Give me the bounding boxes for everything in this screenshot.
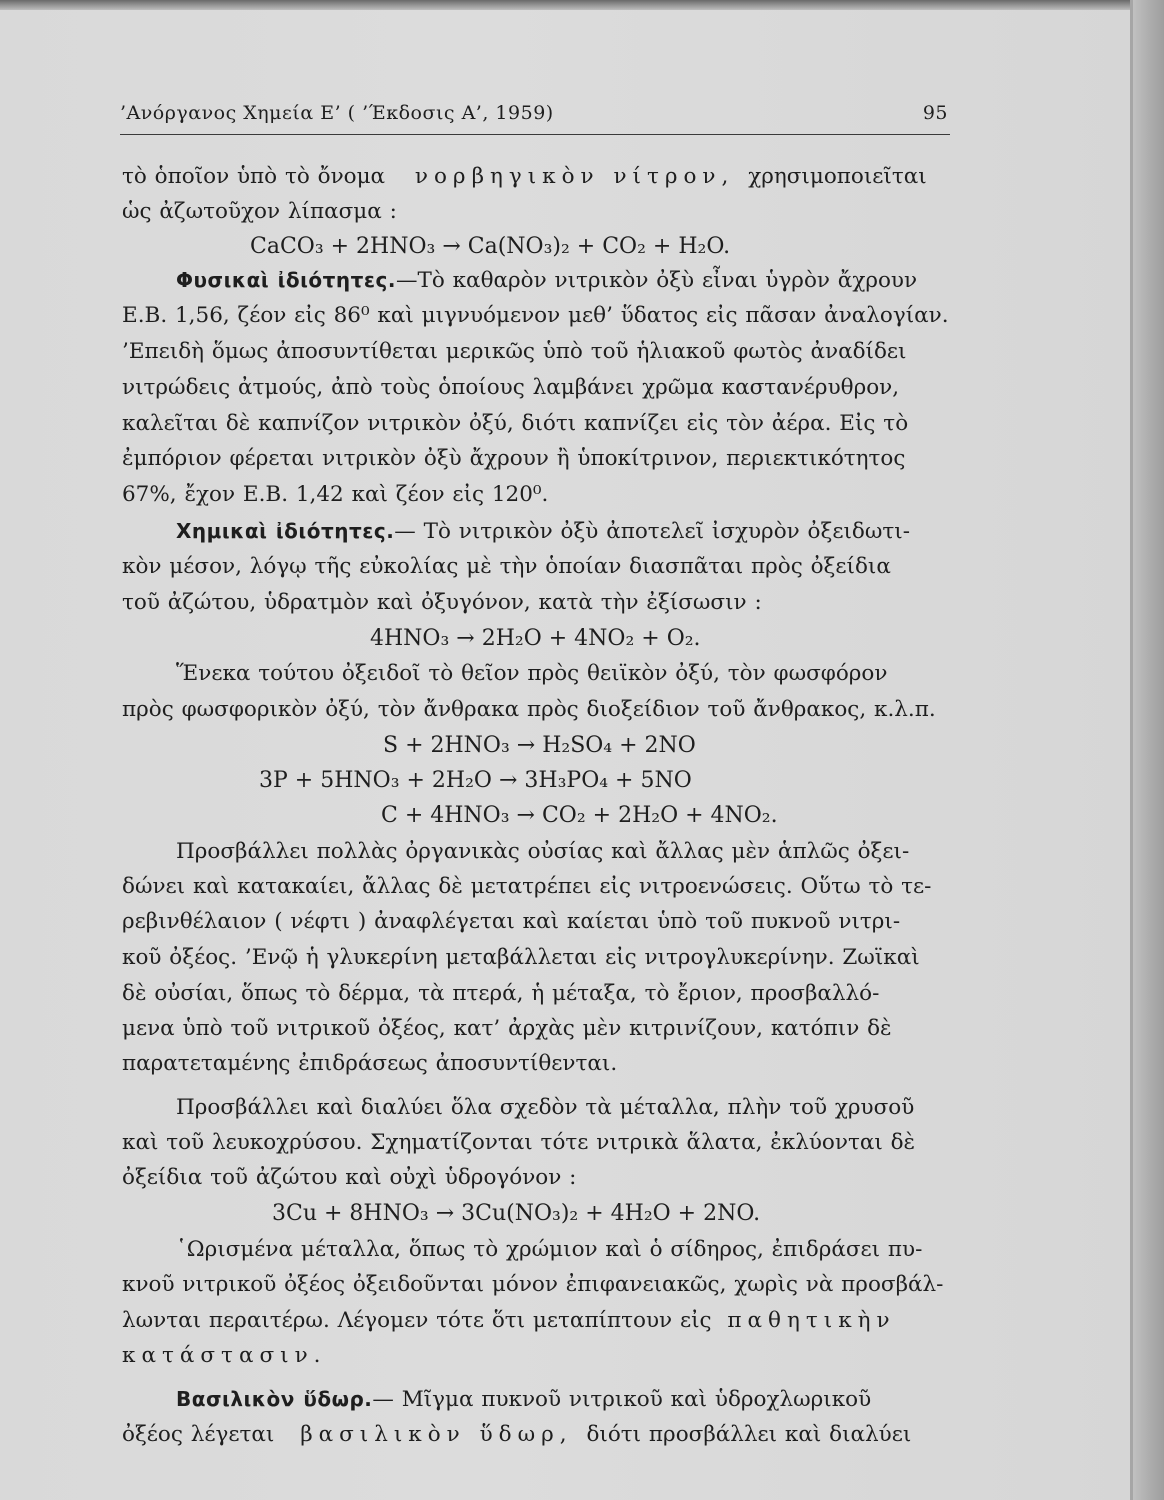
header-title: ’Ανόργανος Χημεία Ε’ ( ’Έκδοσις Α’, 1959): [120, 102, 554, 124]
paragraph-line: [176, 516, 954, 547]
text-line: ρεβινθέλαιον ( νέφτι ) ἀναφλέγεται καὶ καίεται ὑπὸ τοῦ πυκνοῦ νιτρι-: [122, 909, 901, 934]
paragraph-line: Προσβάλλει καὶ διαλύει ὅλα σχεδὸν τὰ μέταλλα, πλὴν τοῦ χρυσοῦ: [176, 1095, 915, 1120]
spaced-term: βασιλικὸν ὕδωρ,: [300, 1422, 573, 1447]
text-line: τοῦ ἀζώτου, ὑδρατμὸν καὶ ὀξυγόνον, κατὰ τὴν ἐξίσωσιν :: [122, 590, 762, 615]
text-line: [122, 162, 954, 192]
running-header: [120, 98, 950, 135]
text-run: χρησιμοποιεῖται: [748, 164, 927, 189]
text-line: [122, 1306, 954, 1336]
text-run: διότι προσβάλλει καὶ διαλύει: [586, 1422, 912, 1447]
spaced-term: κατάστασιν.: [122, 1343, 327, 1368]
text-line: ’Επειδὴ ὅμως ἀποσυντίθεται μερικῶς ὑπὸ τοῦ ἡλιακοῦ φωτὸς ἀναδίδει: [122, 339, 907, 364]
scan-edge-right: [1130, 0, 1164, 1500]
text-line: [122, 1420, 954, 1450]
text-line: δὲ οὐσίαι, ὅπως τὸ δέρμα, τὰ πτερά, ἡ μέταξα, τὸ ἔριον, προσβαλλό-: [122, 981, 880, 1006]
text-line: δώνει καὶ κατακαίει, ἄλλας δὲ μετατρέπει εἰς νιτροενώσεις. Οὕτω τὸ τε-: [122, 874, 932, 899]
page-number: 95: [922, 102, 948, 124]
text-run: — Τὸ νιτρικὸν ὀξὺ ἀποτελεῖ ἰσχυρὸν ὀξειδωτι-: [394, 519, 910, 544]
equation: CaCO₃ + 2HNO₃ → Ca(NO₃)₂ + CO₂ + H₂O.: [250, 234, 731, 259]
text-line: καλεῖται δὲ καπνίζον νιτρικὸν ὀξύ, διότι καπνίζει εἰς τὸν ἀέρα. Εἰς τὸ: [122, 411, 909, 436]
text-run: —Τὸ καθαρὸν νιτρικὸν ὀξὺ εἶναι ὑγρὸν ἄχρουν: [396, 268, 918, 293]
equation: C + 4HNO₃ → CO₂ + 2H₂O + 4NO₂.: [381, 803, 778, 828]
equation: 4HNO₃ → 2H₂O + 4NO₂ + O₂.: [370, 626, 701, 651]
text-line: ὀξείδια τοῦ ἀζώτου καὶ οὐχὶ ὑδρογόνον :: [122, 1165, 577, 1190]
text-run: — Μῖγμα πυκνοῦ νιτρικοῦ καὶ ὑδροχλωρικοῦ: [372, 1387, 872, 1412]
section-heading: Χημικαὶ ἰδιότητες.: [176, 519, 395, 543]
paragraph-line: Ἕνεκα τούτου ὀξειδοῖ τὸ θεῖον πρὸς θειϊκὸν ὀξύ, τὸν φωσφόρον: [176, 661, 888, 686]
paragraph-line: Προσβάλλει πολλὰς ὀργανικὰς οὐσίας καὶ ἄλλας μὲν ἁπλῶς ὀξει-: [176, 839, 910, 864]
equation: 3Cu + 8HNO₃ → 3Cu(NO₃)₂ + 4H₂O + 2NO.: [272, 1201, 761, 1226]
text-line: πρὸς φωσφορικὸν ὀξύ, τὸν ἄνθρακα πρὸς διοξείδιον τοῦ ἄνθρακος, κ.λ.π.: [122, 697, 936, 722]
text-line: ἐμπόριον φέρεται νιτρικὸν ὀξὺ ἄχρουν ἢ ὑποκίτρινον, περιεκτικότητος: [122, 446, 906, 471]
scan-edge-top: [0, 0, 1164, 10]
text-line: Ε.Β. 1,56, ζέον εἰς 86⁰ καὶ μιγνυόμενον μεθ’ ὕδατος εἰς πᾶσαν ἀναλογίαν.: [122, 303, 949, 328]
text-line: μενα ὑπὸ τοῦ νιτρικοῦ ὀξέος, κατ’ ἀρχὰς μὲν κιτρινίζουν, κατόπιν δὲ: [122, 1016, 892, 1041]
paragraph-line: [176, 265, 954, 296]
spaced-term: παθητικὴν: [727, 1308, 896, 1333]
section-heading: Φυσικαὶ ἰδιότητες.: [176, 268, 396, 292]
text-run: λωνται περαιτέρω. Λέγομεν τότε ὅτι μεταπίπτουν εἰς: [122, 1308, 712, 1333]
paragraph-line: ῾Ωρισμένα μέταλλα, ὅπως τὸ χρώμιον καὶ ὁ σίδηρος, ἐπιδράσει πυ-: [176, 1237, 923, 1262]
equation: S + 2HNO₃ → H₂SO₄ + 2NO: [383, 733, 696, 758]
paragraph-line: [176, 1384, 954, 1415]
text-line: καὶ τοῦ λευκοχρύσου. Σχηματίζονται τότε νιτρικὰ ἅλατα, ἐκλύονται δὲ: [122, 1130, 916, 1155]
text-line: παρατεταμένης ἐπιδράσεως ἀποσυντίθενται.: [122, 1051, 618, 1076]
text-run: τὸ ὁποῖον ὑπὸ τὸ ὄνομα: [122, 164, 386, 189]
section-heading: Βασιλικὸν ὕδωρ.: [176, 1387, 373, 1411]
text-line: 67%, ἔχον Ε.Β. 1,42 καὶ ζέον εἰς 120⁰.: [122, 482, 549, 507]
text-line: κοῦ ὀξέος. ’Ενῷ ἡ γλυκερίνη μεταβάλλεται εἰς νιτρογλυκερίνην. Ζωϊκαὶ: [122, 945, 920, 970]
equation: 3P + 5HNO₃ + 2H₂O → 3H₃PO₄ + 5NO: [259, 768, 692, 793]
text-line: ὡς ἀζωτοῦχον λίπασμα :: [122, 199, 397, 224]
text-line: κνοῦ νιτρικοῦ ὀξέος ὀξειδοῦνται μόνον ἐπιφανειακῶς, χωρὶς νὰ προσβάλ-: [122, 1272, 944, 1297]
spaced-term: νορβηγικὸν νίτρον,: [414, 164, 735, 189]
text-run: ὀξέος λέγεται: [122, 1422, 275, 1447]
text-line: νιτρώδεις ἀτμούς, ἀπὸ τοὺς ὁποίους λαμβάνει χρῶμα καστανέρυθρον,: [122, 375, 900, 400]
text-line: κὸν μέσον, λόγῳ τῆς εὐκολίας μὲ τὴν ὁποίαν διασπᾶται πρὸς ὀξείδια: [122, 554, 891, 579]
